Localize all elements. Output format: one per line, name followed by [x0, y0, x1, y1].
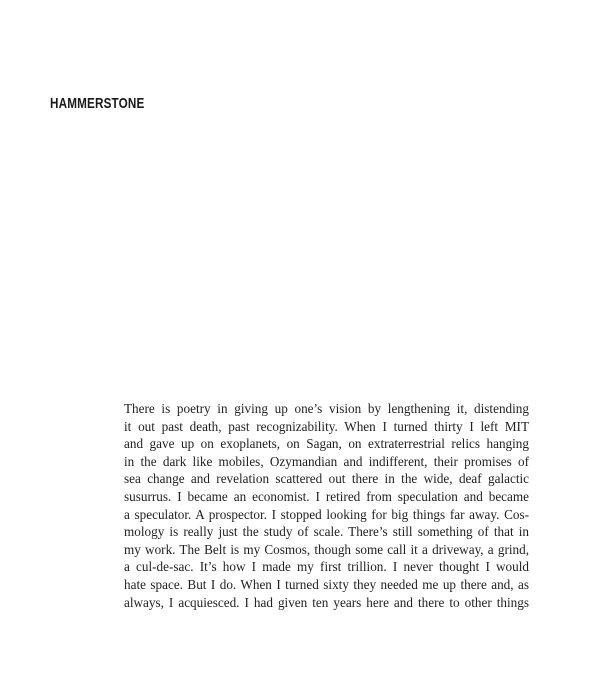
text-line: susurrus. I became an economist. I retired from speculation and became	[124, 488, 529, 504]
text-line: a speculator. A prospector. I stopped looking for big things far away. Cos-	[124, 506, 529, 522]
text-line: and gave up on exoplanets, on Sagan, on extraterrestrial relics hanging	[124, 436, 529, 452]
body-paragraph	[124, 400, 529, 611]
running-title: HAMMERSTONE	[50, 95, 145, 112]
text-line: There is poetry in giving up one’s vision by lengthening it, distending	[124, 401, 529, 416]
text-line: my work. The Belt is my Cosmos, though some call it a driveway, a grind,	[124, 541, 529, 557]
text-line: mology is really just the study of scale. There’s still something of that in	[124, 524, 529, 540]
text-line: a cul-de-sac. It’s how I made my first trillion. I never thought I would	[124, 559, 529, 575]
text-line: always, I acquiesced. I had given ten years here and there to other things	[124, 594, 529, 610]
text-line: it out past death, past recognizability. When I turned thirty I left MIT	[124, 418, 529, 434]
text-line: in the dark like mobiles, Ozymandian and indifferent, their promises of	[124, 453, 529, 469]
text-line: sea change and revelation scattered out there in the wide, deaf galactic	[124, 471, 529, 487]
text-line: hate space. But I do. When I turned sixty they needed me up there and, as	[124, 576, 529, 592]
